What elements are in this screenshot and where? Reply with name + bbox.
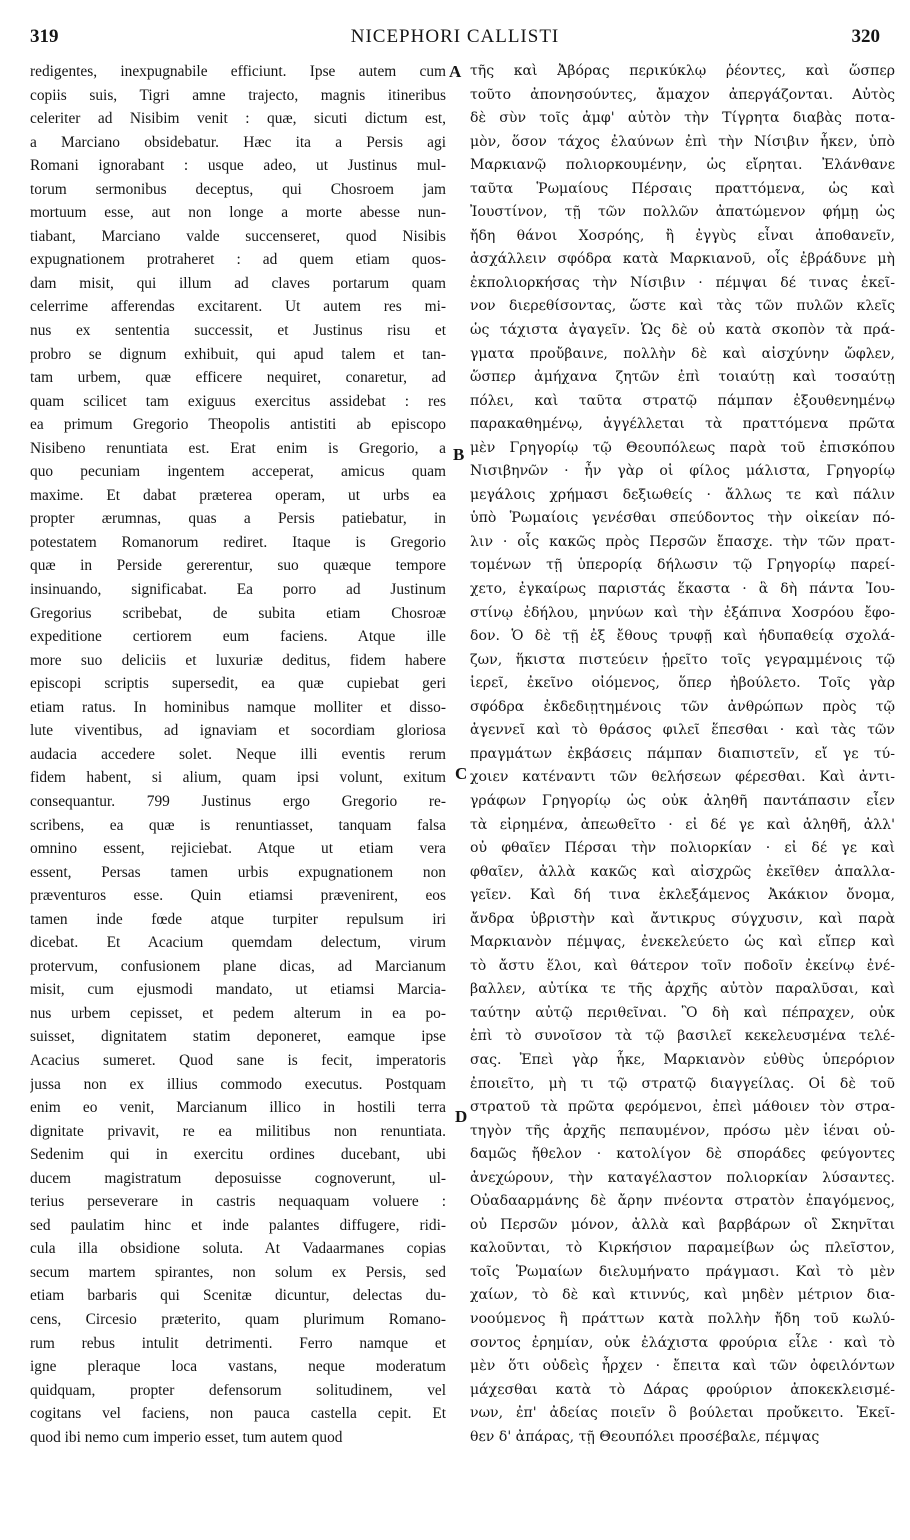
greek-text-line: Μαρκιανῷ πολιορκουμένην, ὡς εἴρηται. Ἐλάνθανε <box>470 157 895 174</box>
latin-text-line: dicebat. Et Acacium quemdam delectum, virum <box>30 934 446 952</box>
latin-text-line: quod ibi nemo cum imperio esset, tum autem quod <box>30 1428 343 1446</box>
greek-text-line: νον διερεθίσοντας, ὥστε καὶ τὰς τῶν πυλῶν κλεῖς <box>470 298 895 315</box>
greek-text-line: τηγὸν τῆς ἀρχῆς πεπαυμένον, πρόσω μὲν ἰέναι οὐ- <box>470 1122 895 1139</box>
greek-text-line: χοιεν κατέναντι τῶν θελήσεων φέρεσθαι. Καὶ ἀντι- <box>470 769 895 786</box>
latin-text-line: protervum, confusionem plane dicas, ad Marcianum <box>30 957 446 975</box>
greek-text-line: σας. Ἐπεὶ γὰρ ἧκε, Μαρκιανὸν εὐθὺς ὑπερόριον <box>470 1051 895 1068</box>
latin-text-line: quam scilicet tam exiguus exercitus assidebat : res <box>30 392 446 410</box>
latin-text-line: secum martem spirantes, non solum ex Persis, sed <box>30 1263 446 1281</box>
section-marker-d: D <box>455 1107 468 1126</box>
greek-text-line: παρακαθημένῳ, ἀγγέλλεται τὰ πραττόμενα πρῶτα <box>470 416 895 433</box>
greek-text-line: ὡς τάχιστα ἀγαγεῖν. Ὡς δὲ οὐ κατὰ σκοπὸν τὰ πρά- <box>470 322 895 339</box>
greek-text-line: Μαρκιανὸν πέμψας, ἐνεκελεύετο ὡς καὶ εἴπερ καὶ <box>470 934 895 951</box>
latin-text-line: misit, cum ejusmodi mandato, ut etiamsi Marcia- <box>30 981 446 999</box>
greek-text-line: τῆς καὶ Ἀβόρας περικύκλῳ ῥέοντες, καὶ ὥσπερ <box>470 63 895 79</box>
greek-text-line: στρατοῦ τὰ πρῶτα φερόμενοι, ἐπεὶ μάθοιεν τὸν στρα- <box>470 1099 895 1116</box>
greek-text-line: μὲν Γρηγορίῳ τῷ Θεουπόλεως παρὰ τοῦ ἐπισκόπου <box>470 439 895 456</box>
latin-text-line: tam urbem, quæ efficere nequiret, conaretur, ad <box>30 369 446 387</box>
greek-text-line: ἄνδρα ὑβριστὴν καὶ ἄντικρυς σύγχυσιν, καὶ παρὰ <box>470 910 895 927</box>
greek-text-line: θεν δ' ἀπάρας, τῇ Θεουπόλει προσέβαλε, πέμψας <box>470 1428 820 1445</box>
page-number-right: 320 <box>851 26 880 47</box>
greek-text-line: πόλει, καὶ ταῦτα στρατῷ πάμπαν ἐξουθενημένῳ <box>470 392 895 409</box>
latin-text-line: jussa non ex illius commodo executus. Postquam <box>30 1075 446 1093</box>
greek-text-line: ἀνεχώρουν, τὴν καταγέλαστον πολιορκίαν λύσαντες. <box>470 1169 895 1186</box>
greek-text-line: ταῦτα Ῥωμαίους Πέρσαις πραττόμενα, ὡς καὶ <box>470 180 895 197</box>
greek-text-line: τομένων τῇ ὑπερορίᾳ δήλωσιν τῷ Γρηγορίῳ παρεί- <box>470 557 895 574</box>
latin-text-line: scribens, ea quæ is renuntiasset, tanquam falsa <box>30 816 446 834</box>
latin-text-line: Gregorius scribebat, de subita etiam Chosroæ <box>30 604 446 622</box>
greek-text-line: χετο, ἐγκαίρως παριστάς ἕκαστα · ἃ δὴ πάντα Ἰου- <box>470 581 895 598</box>
latin-text-line: quæ in Perside gererentur, suo quæque tempore <box>30 557 446 575</box>
latin-text-line: potestatem Romanorum rediret. Itaque is Gregorio <box>30 533 446 551</box>
greek-text-line: δαμῶς ἤθελον · κατολίγον δὲ σποράδες φεύγοντες <box>470 1146 895 1163</box>
latin-text-line: enim eo venit, Marcianum illico in hostili terra <box>30 1099 446 1117</box>
greek-text-line: ἐκπολιορκήσας τὴν Νίσιβιν · πέμψαι δέ τινας ἐκεῖ- <box>470 274 895 291</box>
latin-text-line: episcopi scriptis supersedit, ea quæ cupiebat geri <box>30 675 446 693</box>
greek-text-line: σοντος ἐρημίαν, οὐκ ἐλάχιστα φρούρια εἷλε · καὶ τὸ <box>470 1334 895 1351</box>
latin-text-line: præventuros esse. Quin etiamsi prævenirent, eos <box>30 887 446 905</box>
latin-text-line: ea primum Gregorio Theopolis antistiti ab episcopo <box>30 416 446 434</box>
greek-text-line: τὸ ἄστυ ἕλοι, καὶ θάτερον τοῖν ποδοῖν ἐκείνῳ ἐνέ- <box>470 957 895 974</box>
latin-text-line: cogitans vel faciens, non pauca castella cepit. Et <box>30 1405 446 1423</box>
latin-text-line: Sedenim qui in exercitu ordines ducebant, ubi <box>30 1146 446 1164</box>
latin-text-line: tiabant, Marciano valde succenseret, quod Nisibis <box>30 227 446 245</box>
latin-text-line: audacia accedere solet. Neque illi eventis rerum <box>30 745 446 763</box>
greek-text-line: γεῖεν. Καὶ δή τινα ἐκλεξάμενος Ἀκάκιον ὄνομα, <box>470 887 895 904</box>
latin-text-line: celerrime afferendas excitarent. Ut autem res mi- <box>30 298 446 316</box>
greek-text-line: ἀσχάλλειν σφόδρα κατὰ Μαρκιανοῦ, οἷς ἐβράδυνε μὴ <box>470 251 895 268</box>
greek-text-line: Ἰουστίνον, τῇ τῶν πολλῶν ἀπατώμενον φήμῃ ὡς <box>470 204 895 221</box>
latin-text-line: tamen inde fœde atque turpiter repulsum iri <box>30 910 446 928</box>
latin-text-line: fidem habent, si alium, quam ipsi volunt, exitum <box>30 769 446 787</box>
latin-column <box>30 60 446 1449</box>
latin-text-line: consequantur. 799 Justinus ergo Gregorio re- <box>30 792 446 810</box>
latin-text-line: Romani ignorabant : usque adeo, ut Justinus mul- <box>30 157 446 175</box>
latin-text-line: celeriter ad Nisibim venit : quæ, sicuti dictum est, <box>30 110 446 128</box>
latin-text-line: nus ex sententia successit, et Justinus risu et <box>30 322 446 340</box>
latin-text-line: Acacius sumeret. Quod sane is fecit, imperatoris <box>30 1051 446 1069</box>
greek-text-line: ὑπὸ Ῥωμαίοις γενέσθαι σπεύδοντος τὴν οἰκείαν πό- <box>470 510 895 527</box>
latin-text-line: torum sermonibus deceptus, qui Chosroem jam <box>30 180 446 198</box>
greek-text-line: οὐ Περσῶν μόνον, ἀλλὰ καὶ βαρβάρων οἳ Σκηνῖται <box>470 1216 895 1233</box>
latin-text-line: more suo deliciis et luxuriæ deditus, fidem habere <box>30 651 446 669</box>
latin-text-line: maxime. Et dabat præterea operam, ut urbs ea <box>30 486 446 504</box>
section-marker-c: C <box>455 764 468 783</box>
latin-text-line: dam misit, qui illum ad claves portarum quam <box>30 274 446 292</box>
latin-text-line: quo pecuniam ingentem acceperat, amicus quam <box>30 463 446 481</box>
latin-text-line: mortuum esse, aut non longe a morte abesse nun- <box>30 204 446 222</box>
greek-text-line: μεγάλοις χρήμασι δεξιωθείς · ἄλλως τε καὶ πάλιν <box>470 486 895 503</box>
latin-text-line: redigentes, inexpugnabile efficiunt. Ipse autem cum <box>30 63 446 80</box>
latin-text-line: quidquam, propter defensorum solitudinem, vel <box>30 1381 446 1399</box>
greek-text-line: ὥσπερ ἀμήχανα ζητῶν ἐπὶ τοιαύτῃ καὶ τοσαύτῃ <box>470 369 895 386</box>
latin-text-line: nus urbem cepisset, et pedem alterum in ea po- <box>30 1004 446 1022</box>
latin-text-line: propter ærumnas, quas a Persis patiebatur, in <box>30 510 446 528</box>
greek-text-line: ἀγεννεῖ καὶ τὸ θράσος φιλεῖ ἕπεσθαι · καὶ τὰς τῶν <box>470 722 895 739</box>
running-title: NICEPHORI CALLISTI <box>350 26 560 47</box>
latin-text-line: sed paulatim hinc et inde palantes diffugere, ridi- <box>30 1216 446 1234</box>
greek-text-line: ἱερεῖ, ἐκεῖνο οἰόμενος, ὅπερ ἠβούλετο. Τοῖς γὰρ <box>470 675 895 692</box>
greek-text-line: τοῦτο ἀπονησούντες, ἄμαχον ἀπεργάζονται. Αὐτὸς <box>470 86 895 103</box>
greek-text-line: χαίων, τὸ δὲ καὶ κτιννύς, καὶ μηδὲν μέτριον δια- <box>470 1287 895 1304</box>
greek-text-line: πραγμάτων ἐκβάσεις πάμπαν διαπιστεῖν, εἴ γε τύ- <box>470 745 895 762</box>
latin-text-line: omnino essent, rejiciebat. Atque ut etiam vera <box>30 840 446 858</box>
greek-text-line: φθαῖεν, ἀλλὰ κακῶς καὶ αἰσχρῶς ἐκεῖθεν ἀπαλλα- <box>470 863 895 880</box>
greek-text-line: ταύτην αὐτῷ περιθεῖναι. Ὃ δὴ καὶ πέπραχεν, οὐκ <box>470 1004 895 1021</box>
greek-text-line: μάχεσθαι κατὰ τὸ Δάρας φρούριον ἀποκεκλεισμέ- <box>470 1381 895 1398</box>
latin-text-line: copiis suis, Tigri amne trajecto, magnis itineribus <box>30 86 446 104</box>
page-number-left: 319 <box>30 26 59 47</box>
latin-text-line: lute viventibus, ad ignaviam et socordiam gloriosa <box>30 722 446 740</box>
greek-text-line: δὲ σὺν τοῖς ἀμφ' αὐτὸν τὴν Τίγρητα διαβὰς ποτα- <box>470 110 895 127</box>
greek-text-line: ἤδη θάνοι Χοσρόης, ἢ ἐγγὺς εἶναι ἀποθανεῖν, <box>470 227 895 244</box>
greek-text-line: ἐπὶ τὸ συνοῖσον τὰ τῷ βασιλεῖ κεκελευσμένα τελέ- <box>470 1028 895 1045</box>
latin-text-line: etiam barbaris qui Scenitæ dicuntur, delectas du- <box>30 1287 446 1305</box>
greek-text-line: σφόδρα ἐκδεδιῃτημένοις τῶν ἀνθρώπων πρὸς τῷ <box>470 698 895 715</box>
latin-text-line: terius perseverare in castris nequaquam voluere : <box>30 1193 446 1211</box>
greek-text-line: γματα προὔβαινε, πολλὴν δὲ καὶ αἰσχύνην ὤφλεν, <box>470 345 895 362</box>
latin-text-line: cens, Circesio præterito, quam plurimum Romano- <box>30 1310 446 1328</box>
greek-text-line: ἐποιεῖτο, μὴ τι τῷ στρατῷ διαγγείλας. Οἱ δὲ τοῦ <box>470 1075 895 1092</box>
latin-text-line: etiam ratus. In hominibus namque molliter et disso- <box>30 698 446 716</box>
latin-text-line: suisset, dignitatem statim deponeret, eamque ipse <box>30 1028 446 1046</box>
latin-text-line: essent, Persas tamen urbis expugnationem non <box>30 863 446 881</box>
greek-text-line: μὲν ὅτι οὐδεὶς ἦρχεν · ἔπειτα καὶ τῶν ὀφειλόντων <box>470 1358 895 1375</box>
page-header <box>30 26 880 56</box>
latin-text-line: Nisibeno renuntiata est. Erat enim is Gregorio, a <box>30 439 446 457</box>
latin-text-line: igne pleraque loca vastans, neque moderatum <box>30 1358 446 1376</box>
greek-text-line: καλοῦνται, τὸ Κιρκήσιον παραμείβων ὡς πλεῖστον, <box>470 1240 895 1257</box>
section-marker-a: A <box>449 62 462 81</box>
greek-text-line: βαλλεν, αὐτίκα τε τῆς ἀρχῆς αὐτὸν παραλῦσαι, καὶ <box>470 981 895 998</box>
greek-text-line: γράφων Γρηγορίῳ ὡς οὐκ ἀληθῆ παντάπασιν εἶεν <box>470 792 895 809</box>
greek-text-line: τὰ εἰρημένα, ἀπεωθεῖτο · εἰ δέ γε καὶ ἀληθῆ, ἀλλ' <box>470 816 895 833</box>
latin-text-line: cula illa obsidione soluta. At Vadaarmanes copias <box>30 1240 446 1258</box>
greek-text-line: τοῖς Ῥωμαίων διελυμήνατο πράγμασι. Καὶ τὸ μὲν <box>470 1263 895 1280</box>
greek-text-line: ζων, ἥκιστα πιστεύειν ᾑρεῖτο τοῖς γεγραμμένοις τῷ <box>470 651 895 668</box>
greek-column <box>470 60 895 1449</box>
greek-text-line: Οὐαδααρμάνης δὲ ἄρην πνέοντα στρατὸν ἐπαγόμενος, <box>470 1193 895 1210</box>
latin-text-line: dignitate privavit, re ea militibus non renuntiata. <box>30 1122 446 1140</box>
greek-text-line: μὸν, ὅσον τάχος ἐλαύνων ἐπὶ τὴν Νίσιβιν ἧκεν, ὑπὸ <box>470 133 895 150</box>
latin-text-line: probro se dignum exhibuit, qui apud talem et tan- <box>30 345 446 363</box>
latin-text-line: insinuando, significabat. Ea porro ad Justinum <box>30 581 446 599</box>
latin-text-line: expeditione certiorem eum faciens. Atque ille <box>30 628 446 646</box>
greek-text-line: λιν · οἷς κακῶς πρὸς Περσῶν ἔπασχε. τὴν τῶν πρατ- <box>470 533 895 550</box>
latin-text-line: rum rebus intulit detrimenti. Ferro namque et <box>30 1334 446 1352</box>
greek-text-line: νων, ἐπ' ἀδείας ποιεῖν ὃ βούλεται προὔκειτο. Ἐκεῖ- <box>470 1405 895 1422</box>
latin-text-line: a Marciano obsidebatur. Hæc ita a Persis agi <box>30 133 446 151</box>
greek-text-line: στίνῳ ἐδήλου, μηνύων καὶ τὴν ἐξάπινα Χοσρόου ἔφο- <box>470 604 895 621</box>
greek-text-line: δον. Ὁ δὲ τῇ ἐξ ἔθους τρυφῇ καὶ ἡδυπαθείᾳ σχολά- <box>470 628 895 645</box>
latin-text-line: expugnationem protraheret : ad quem etiam quos- <box>30 251 446 269</box>
section-marker-b: B <box>453 445 465 464</box>
latin-text-line: ducem magistratum deposuisse cognoverunt, ul- <box>30 1169 446 1187</box>
greek-text-line: νοούμενος ἢ πράττων κατὰ πολλὴν ἤδη τοῦ κωλύ- <box>470 1310 895 1327</box>
greek-text-line: οὐ φθαῖεν Πέρσαι τὴν πολιορκίαν · εἰ δέ γε καὶ <box>470 840 895 857</box>
greek-text-line: Νισιβηνῶν · ἦν γὰρ οἱ φίλος μάλιστα, Γρηγορίῳ <box>470 463 895 480</box>
